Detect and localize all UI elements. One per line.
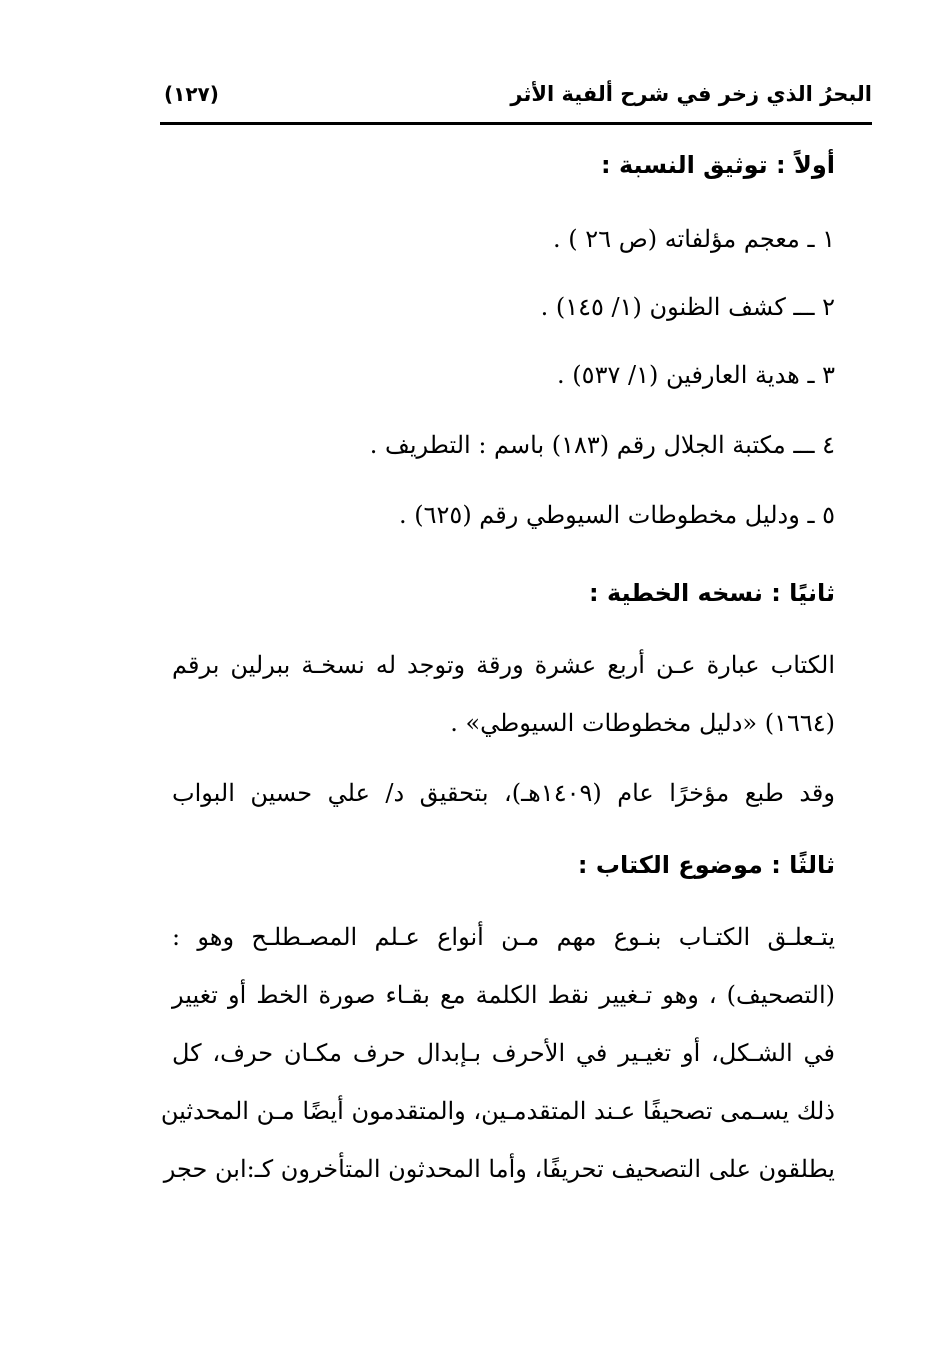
paragraph-line: الكتاب عبارة عـن أربع عشرة ورقة وتوجد له نسخـة ببرلين برقم bbox=[172, 651, 835, 679]
list-item: ٥ ـ ودليل مخطوطات السيوطي رقم (٦٢٥) . bbox=[399, 501, 835, 529]
paragraph-line: في الشـكل، أو تغيـير في الأحرف بـإبدال حرف مكـان حرف، كل bbox=[172, 1039, 835, 1067]
paragraph-line: (التصحيف) ، وهو تـغيير نقط الكلمة مع بقـاء صورة الخط أو تغيير bbox=[172, 981, 835, 1009]
list-item: ٢ ـــ كشف الظنون (١/ ١٤٥) . bbox=[540, 293, 835, 321]
paragraph-line: وقد طبع مؤخرًا عام (١٤٠٩هـ)، بتحقيق د/ علي حسين البواب bbox=[172, 779, 835, 807]
paragraph-line: يتـعلـق الكتـاب بنـوع مهم مـن أنواع عـلم المصـطلـح وهو : bbox=[172, 923, 835, 951]
paragraph-line: (١٦٦٤) «دليل مخطوطات السيوطي» . bbox=[450, 709, 835, 737]
section-heading-manuscripts: ثانيًا : نسخه الخطية : bbox=[588, 579, 835, 607]
paragraph-line: ذلك يسـمى تصحيفًا عـند المتقدمـين، والمتقدمون أيضًا مـن المحدثين bbox=[160, 1097, 835, 1125]
list-item: ٤ ـــ مكتبة الجلال رقم (١٨٣) باسم : التطريف . bbox=[369, 431, 835, 459]
section-heading-attribution: أولاً : توثيق النسبة : bbox=[601, 151, 835, 179]
header-rule bbox=[160, 122, 872, 125]
paragraph-line: يطلقون على التصحيف تحريفًا، وأما المحدثون المتأخرون كـ:ابن حجر bbox=[163, 1155, 835, 1183]
list-item: ٣ ـ هدية العارفين (١/ ٥٣٧) . bbox=[557, 361, 835, 389]
running-title: البحرُ الذي زخر في شرح ألفية الأثر bbox=[510, 82, 872, 106]
page-header bbox=[160, 82, 872, 122]
section-heading-subject: ثالثًا : موضوع الكتاب : bbox=[577, 851, 835, 879]
page-number: (١٢٧) bbox=[164, 82, 219, 106]
list-item: ١ ـ معجم مؤلفاته (ص ٢٦ ) . bbox=[553, 225, 835, 253]
